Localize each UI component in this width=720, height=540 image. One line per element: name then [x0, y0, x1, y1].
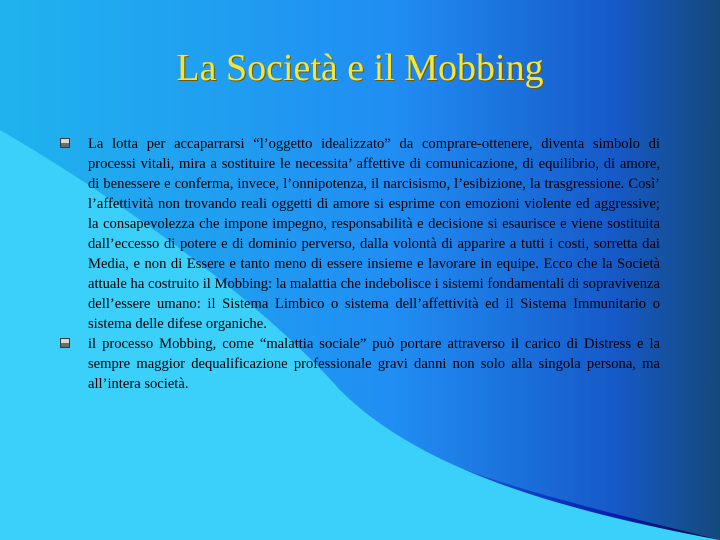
bullet-marker-icon — [60, 138, 70, 148]
bullet-item-2 — [60, 334, 660, 394]
bullet-marker-icon — [60, 338, 70, 348]
bullet-list — [60, 134, 660, 394]
bullet-item-1 — [60, 134, 660, 334]
bullet-text: il processo Mobbing, come “malattia sociale” può portare attraverso il carico di Distress e la sempre maggior dequalificazione professionale gravi danni non solo alla singola persona, ma all’intera società. — [88, 336, 660, 392]
slide-title: La Società e il Mobbing — [176, 47, 544, 89]
bullet-text: La lotta per accaparrarsi “l’oggetto idealizzato” da comprare-ottenere, diventa simbolo di processi vitali, mira a sostituire le necessita’ affettive di comunicazione, di equilibrio, di amore, di benessere e conferma, invece, l’onnipotenza, il narcisismo, l’esibizione, la trasgressione. Così’ l’affettività non trovando reali oggetti di amore si esprime con emozioni violente ed aggressive; la consapevolezza che impone impegno, responsabilità e decisione si esaurisce e viene sostituita dall’eccesso di potere e di dominio perverso, dalla volontà di apparire a tutti i costi, sorretta dai Media, e non di Essere e tanto meno di essere insieme e lavorare in equipe. Ecco che la Società attuale ha costruito il Mobbing: la malattia che indebolisce i sistemi fondamentali di sopravivenza dell’essere umano: il Sistema Limbico o sistema dell’affettività ed il Sistema Immunitario o sistema delle difese organiche. — [88, 136, 660, 332]
